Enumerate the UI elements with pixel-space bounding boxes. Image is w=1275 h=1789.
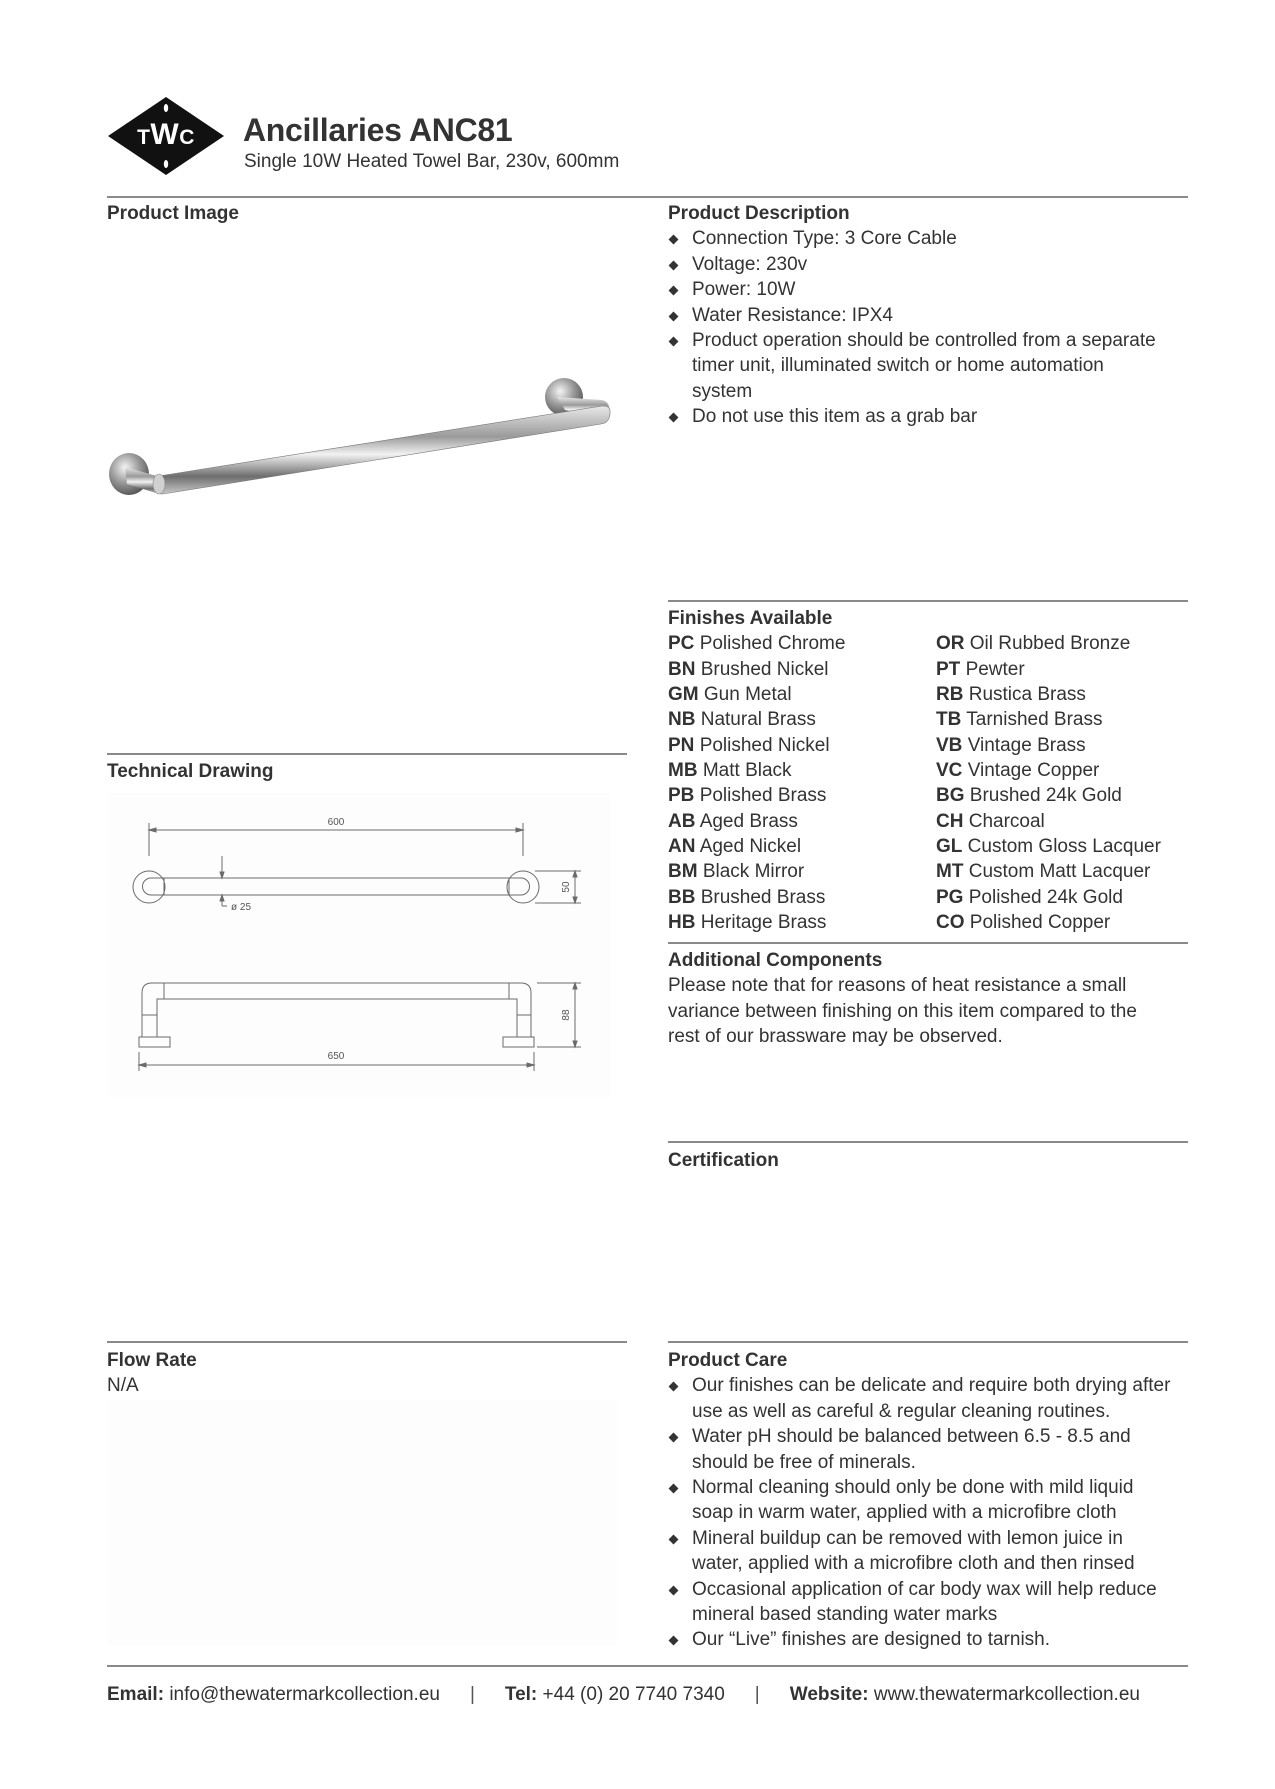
twc-logo xyxy=(108,97,224,175)
finish-item: PN Polished Nickel xyxy=(668,734,830,756)
diamond-bullet-icon xyxy=(669,337,679,347)
flow-rate-panel xyxy=(107,1400,617,1645)
website-link[interactable]: www.thewatermarkcollection.eu xyxy=(873,1684,1140,1705)
svg-text:650: 650 xyxy=(327,1051,345,1062)
diamond-bullet-icon xyxy=(669,235,679,245)
svg-text:ø 25: ø 25 xyxy=(231,902,252,913)
care-item: Water pH should be balanced between 6.5 - 8.5 and should be free of minerals. xyxy=(668,1424,1168,1475)
finish-item: OR Oil Rubbed Bronze xyxy=(936,633,1131,655)
product-care-divider xyxy=(668,1341,1188,1343)
additional-components-divider xyxy=(668,942,1188,944)
finish-item: BB Brushed Brass xyxy=(668,886,826,908)
finish-item: RB Rustica Brass xyxy=(936,684,1086,706)
finish-item: CH Charcoal xyxy=(936,810,1045,832)
description-item: Connection Type: 3 Core Cable xyxy=(668,226,1188,251)
finish-item: PT Pewter xyxy=(936,658,1025,680)
description-item: Water Resistance: IPX4 xyxy=(668,303,1188,328)
flow-rate-heading: Flow Rate xyxy=(107,1350,197,1371)
finishes-list-left xyxy=(668,631,845,935)
diamond-bullet-icon xyxy=(669,413,679,423)
additional-components-heading: Additional Components xyxy=(668,950,883,971)
certification-divider xyxy=(668,1141,1188,1143)
diamond-bullet-icon xyxy=(669,1382,679,1392)
page-subtitle: Single 10W Heated Towel Bar, 230v, 600mm xyxy=(244,151,620,172)
finish-item: MT Custom Matt Lacquer xyxy=(936,861,1151,883)
finish-item: CO Polished Copper xyxy=(936,912,1111,934)
diamond-bullet-icon xyxy=(669,286,679,296)
finishes-heading: Finishes Available xyxy=(668,608,833,629)
finish-item: MB Matt Black xyxy=(668,760,792,782)
finish-item: GL Custom Gloss Lacquer xyxy=(936,836,1161,858)
diamond-bullet-icon xyxy=(669,1636,679,1646)
footer-email: Email: info@thewatermarkcollection.eu xyxy=(107,1684,440,1705)
finish-item: BN Brushed Nickel xyxy=(668,658,829,680)
finish-item: NB Natural Brass xyxy=(668,709,816,731)
care-item: Occasional application of car body wax will help reduce mineral based standing water marks xyxy=(668,1577,1193,1628)
footer-separator: | xyxy=(754,1684,760,1705)
diamond-bullet-icon xyxy=(669,311,679,321)
finishes-list-right xyxy=(936,631,1161,935)
header-divider xyxy=(107,196,1188,198)
svg-text:TWC: TWC xyxy=(137,118,195,151)
tel-link[interactable]: +44 (0) 20 7740 7340 xyxy=(542,1684,725,1705)
care-item: Our finishes can be delicate and require both drying after use as well as careful & regular cleaning routines. xyxy=(668,1373,1193,1424)
svg-text:88: 88 xyxy=(561,1009,572,1021)
footer-tel: Tel: +44 (0) 20 7740 7340 xyxy=(504,1684,725,1705)
product-image-heading: Product Image xyxy=(107,203,239,224)
care-item: Normal cleaning should only be done with mild liquid soap in warm water, applied with a microfibre cloth xyxy=(668,1475,1168,1526)
footer-separator: | xyxy=(469,1684,475,1705)
towel-bar-image xyxy=(107,372,629,500)
footer-divider xyxy=(107,1665,1188,1667)
product-description-list xyxy=(668,226,1188,429)
finish-item: TB Tarnished Brass xyxy=(936,709,1103,731)
description-item: Power: 10W xyxy=(668,277,1188,302)
product-care-heading: Product Care xyxy=(668,1350,788,1371)
finish-item: AB Aged Brass xyxy=(668,810,798,832)
flow-rate-divider xyxy=(107,1341,627,1343)
flow-rate-value: N/A xyxy=(107,1375,139,1397)
contact-footer xyxy=(107,1683,1192,1707)
finish-item: BG Brushed 24k Gold xyxy=(936,785,1122,807)
diamond-bullet-icon xyxy=(669,1433,679,1443)
product-image xyxy=(107,372,629,500)
additional-components-text: Please note that for reasons of heat resistance a small variance between finishing on this item compared to the rest of our brassware may be observed. xyxy=(668,975,1137,1048)
svg-text:50: 50 xyxy=(561,881,572,893)
finish-item: VC Vintage Copper xyxy=(936,760,1100,782)
finish-item: PC Polished Chrome xyxy=(668,633,846,655)
footer-website: Website: www.thewatermarkcollection.eu xyxy=(789,1684,1140,1705)
page-title: Ancillaries ANC81 xyxy=(243,112,513,148)
technical-drawing xyxy=(107,793,610,1097)
svg-text:600: 600 xyxy=(327,817,345,828)
description-item: Product operation should be controlled from a separate timer unit, illuminated switch or home automation system xyxy=(668,328,1163,404)
finish-item: HB Heritage Brass xyxy=(668,912,827,934)
care-item: Our “Live” finishes are designed to tarnish. xyxy=(668,1627,1193,1652)
technical-drawing-heading: Technical Drawing xyxy=(107,761,274,782)
description-item: Do not use this item as a grab bar xyxy=(668,404,1188,429)
finish-item: VB Vintage Brass xyxy=(936,734,1086,756)
finish-item: BM Black Mirror xyxy=(668,861,805,883)
diamond-bullet-icon xyxy=(669,260,679,270)
finish-item: PG Polished 24k Gold xyxy=(936,886,1123,908)
diamond-bullet-icon xyxy=(669,1585,679,1595)
description-item: Voltage: 230v xyxy=(668,252,1188,277)
twc-logo-diamond-icon xyxy=(108,97,224,175)
finish-item: GM Gun Metal xyxy=(668,684,792,706)
email-link[interactable]: info@thewatermarkcollection.eu xyxy=(169,1684,440,1705)
diamond-bullet-icon xyxy=(669,1484,679,1494)
product-description-heading: Product Description xyxy=(668,203,850,224)
finish-item: AN Aged Nickel xyxy=(668,836,802,858)
finishes-divider xyxy=(668,600,1188,602)
diamond-bullet-icon xyxy=(669,1534,679,1544)
product-care-list xyxy=(668,1373,1193,1652)
finish-item: PB Polished Brass xyxy=(668,785,827,807)
certification-heading: Certification xyxy=(668,1150,779,1171)
care-item: Mineral buildup can be removed with lemon juice in water, applied with a microfibre cloth and then rinsed xyxy=(668,1526,1168,1577)
technical-drawing-divider xyxy=(107,753,627,755)
